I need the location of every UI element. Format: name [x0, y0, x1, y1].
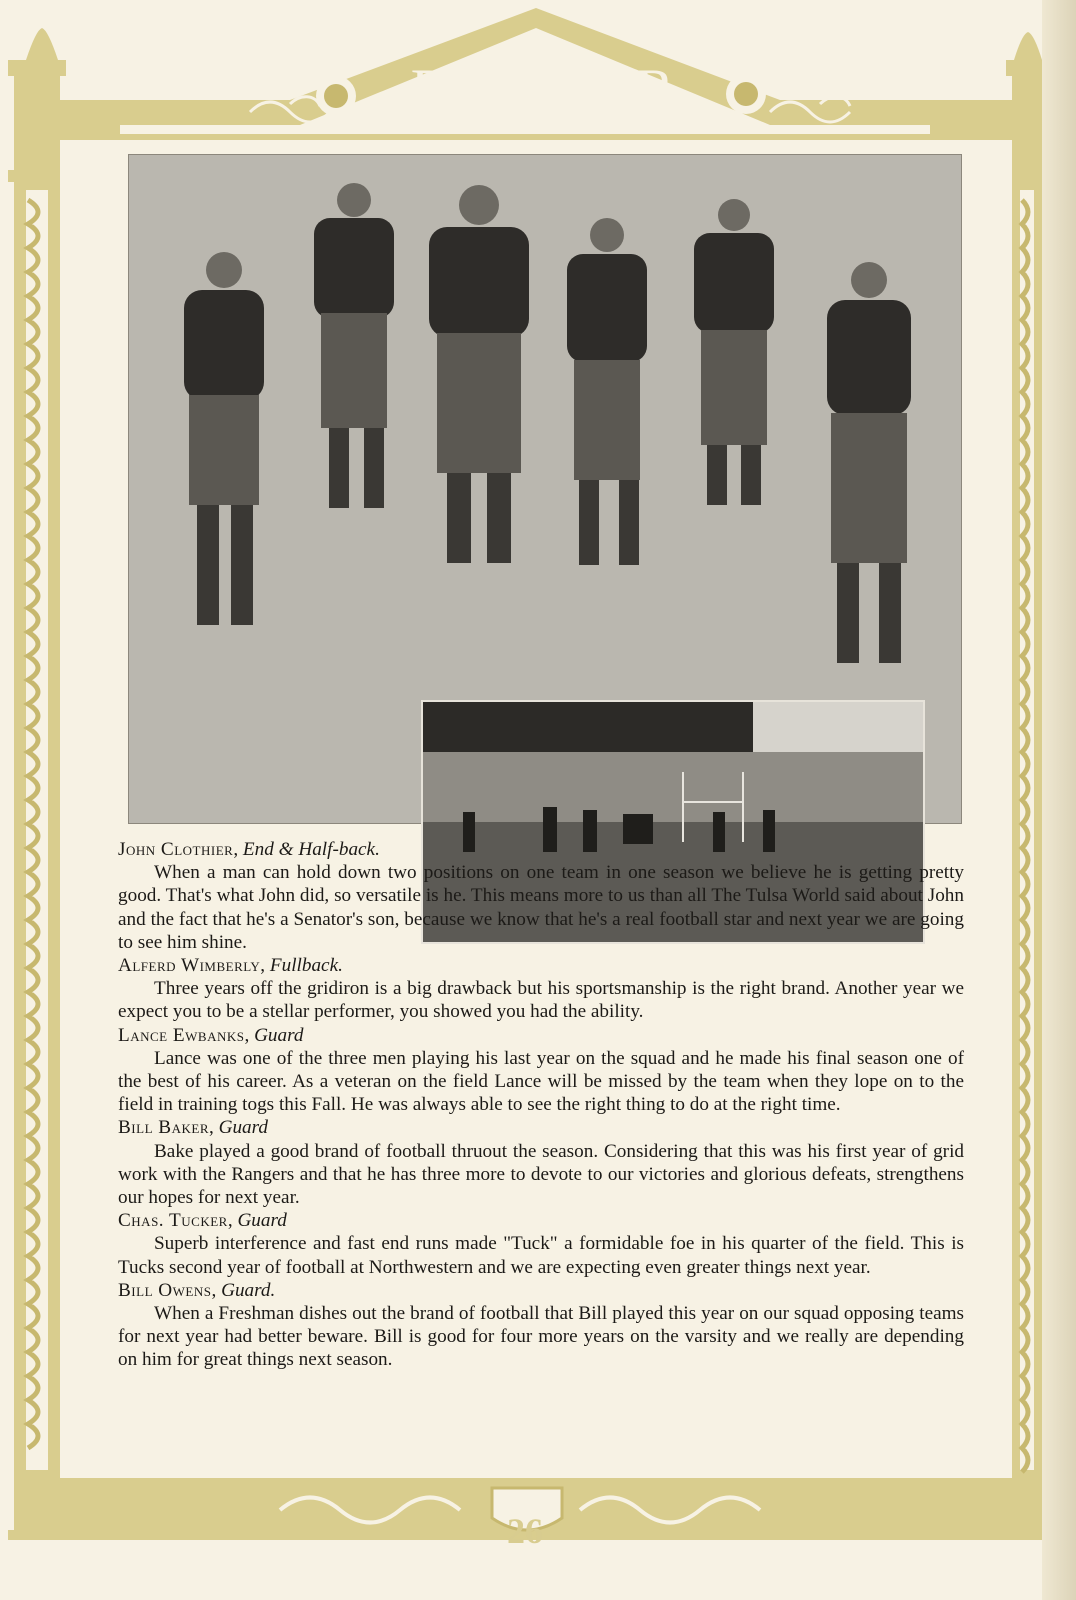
player-name: John Clothier: [118, 839, 234, 860]
player-name: Bill Baker: [118, 1117, 209, 1139]
player-position: Fullback.: [269, 955, 343, 977]
left-finial-icon: [26, 28, 58, 60]
entry-bill-owens: [118, 1279, 964, 1372]
right-finial-icon: [1014, 32, 1042, 60]
player-position: Guard: [218, 1117, 268, 1139]
entry-bill-baker: [118, 1116, 964, 1209]
entry-alferd-wimberly: [118, 954, 964, 1024]
entry-john-clothier: [118, 838, 964, 954]
entry-chas-tucker: [118, 1209, 964, 1279]
entry-heading: Alferd Wimberly, Fullback.: [118, 955, 343, 977]
entry-heading: John Clothier, End & Half-back.: [118, 839, 380, 860]
title-prefix: The: [521, 28, 569, 61]
page-edge: [1042, 0, 1076, 1600]
entry-heading: Bill Baker, Guard: [118, 1117, 268, 1139]
entry-text: Lance was one of the three men playing his last year on the squad and he made his final season one of the best of his career. As a veteran on the field Lance will be missed by the team when they lope on to the field in training togs this Fall. He was always able to see the right thing to do at the right time.: [118, 1047, 964, 1116]
entry-text: When a man can hold down two positions on one team in one season we believe he is getting pretty good. That's what John did, so versatile is he. This means more to us than all The Tulsa World said about John and the fact that he's a Senator's son, because we know that he's a real football star and next year we are going to see him shine.: [118, 862, 964, 953]
team-photo: [128, 154, 962, 824]
player-position: Guard: [237, 1210, 287, 1232]
player-name: Chas. Tucker: [118, 1210, 228, 1232]
entry-text: When a Freshman dishes out the brand of football that Bill played this year on our squad opposing teams for next year had better beware. Bill is good for four more years on the varsity and we really are depending on him for great things next season.: [118, 1303, 964, 1371]
entry-heading: Bill Owens, Guard.: [118, 1279, 276, 1301]
entry-text: Superb interference and fast end runs made "Tuck" a formidable foe in his quarter of the field. This is Tucks second year of football at Northwestern and we are expecting even greater things next year.: [118, 1233, 964, 1278]
player-name: Bill Owens: [118, 1279, 212, 1301]
entry-heading: Lance Ewbanks, Guard: [118, 1024, 304, 1046]
entry-lance-ewbanks: [118, 1024, 964, 1117]
entry-text: Bake played a good brand of football thruout the season. Considering that this was his first year of grid work with the Rangers and that he has three more to devote to our victories and glorious defeats, strengthens our hopes for next year.: [118, 1140, 964, 1209]
player-name: Alferd Wimberly: [118, 955, 261, 977]
player-position: Guard.: [221, 1279, 276, 1301]
entry-text: Three years off the gridiron is a big drawback but his sportsmanship is the right brand. Another year we expect you to be a stellar performer, you showed you had the ability.: [118, 978, 964, 1023]
page-number: 26: [507, 1511, 543, 1551]
player-position: End & Half-back.: [242, 839, 380, 860]
player-position: Guard: [254, 1024, 304, 1046]
page-title: RANGER: [410, 57, 680, 122]
entry-heading: Chas. Tucker, Guard: [118, 1210, 287, 1232]
player-biographies: [118, 838, 964, 1372]
player-name: Lance Ewbanks: [118, 1024, 245, 1046]
